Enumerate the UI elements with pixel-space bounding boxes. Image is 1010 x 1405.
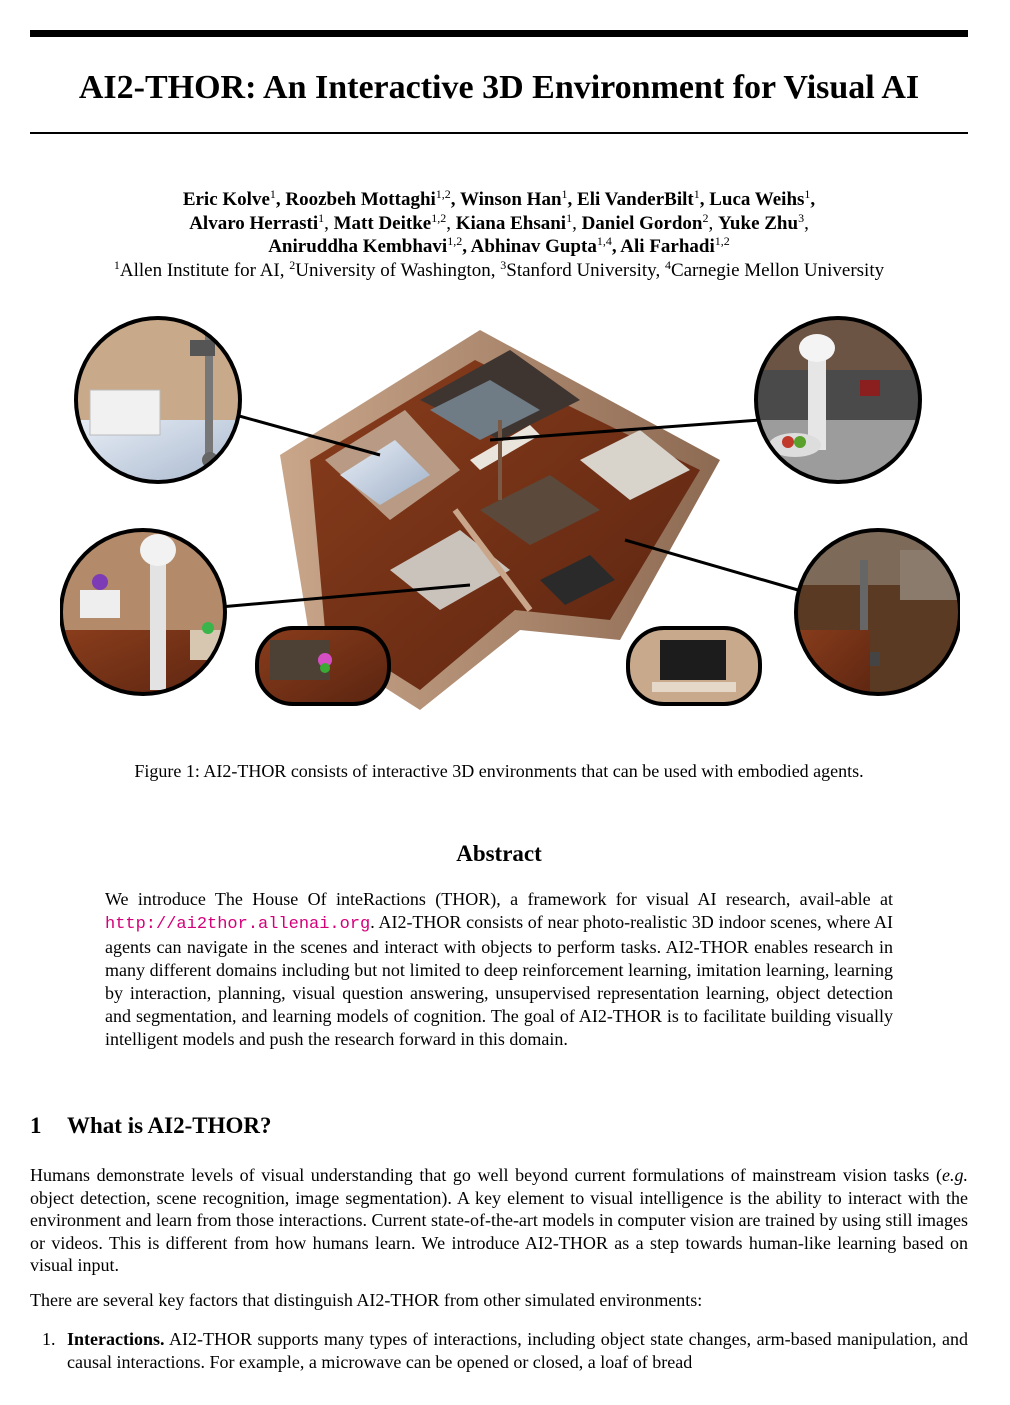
author-sep: , — [611, 236, 621, 257]
kitchen-robot-view — [750, 310, 930, 490]
author-line-3 — [40, 235, 958, 259]
author-aff: 1 — [318, 210, 325, 225]
author-aff: 1,2 — [714, 234, 730, 248]
affiliation-num: 4 — [664, 257, 671, 272]
affiliation-name: Carnegie Mellon University — [670, 259, 885, 281]
author-name: Abhinav Gupta — [470, 236, 597, 257]
author-aff: 1 — [561, 187, 568, 201]
author-aff: 1 — [693, 187, 700, 201]
author-name: Daniel Gordon — [581, 212, 703, 234]
section-title: What is AI2-THOR? — [67, 1113, 272, 1138]
author-name: Aniruddha Kembhavi — [268, 236, 448, 257]
paragraph-text: object detection, scene recognition, image segmentation). A key element to visual intelligence is the ability to interact with the environment and learn from those interactions. Current state-of-the-art models in computer vision are trained by using still images or videos. This is different from how humans learn. We introduce AI2-THOR as a step towards human-like learning based on visual input. — [30, 1187, 968, 1275]
author-name: Luca Weihs — [709, 189, 805, 210]
author-sep: , — [810, 189, 816, 210]
affiliations-line: $^1$Allen Institute for AI, $^2$University of Washington, $^3$Stanford University, $^4$Carnegie Mellon University — [113, 257, 885, 281]
tv-closeup-view — [628, 628, 760, 704]
author-name: Eli VanderBilt — [577, 189, 694, 210]
author-sep: , — [462, 236, 471, 257]
author-aff: 1,2 — [447, 234, 463, 248]
project-link[interactable]: http://ai2thor.allenai.org — [105, 915, 371, 934]
abstract-text: . AI2-THOR consists of near photo-realistic 3D indoor scenes, where AI agents can navigate in the scenes and interact with objects to perform tasks. AI2-THOR enables research in many different domains including but not limited to deep reinforcement learning, imitation learning, learning by interaction, planning, visual question answering, unsupervised representation learning, object detection and segmentation, and learning models of cognition. The goal of AI2-THOR is to facilitate building visually intelligent models and push the research forward in this domain. — [105, 912, 893, 1049]
author-aff: 1 — [269, 187, 276, 201]
intro-paragraph — [30, 1164, 968, 1277]
author-line-1 — [40, 188, 958, 212]
author-aff: 2 — [702, 210, 709, 225]
affiliation-num: 3 — [500, 257, 507, 272]
figure-caption: Figure 1: AI2-THOR consists of interactive 3D environments that can be used with embodied agents. — [134, 761, 864, 781]
affiliation-num: 2 — [289, 257, 296, 272]
factors-paragraph: There are several key factors that distinguish AI2-THOR from other simulated environments: — [30, 1290, 703, 1310]
author-name: Kiana Ehsani — [455, 212, 567, 234]
author-sep: , — [567, 189, 578, 210]
author-aff: 1 — [804, 187, 811, 201]
affiliation-name: Stanford University — [506, 259, 656, 281]
list-item-lead: Interactions. — [67, 1329, 165, 1349]
author-sep: , — [699, 189, 710, 210]
author-name: Matt Deitke — [333, 212, 432, 234]
author-aff: 1,2 — [435, 187, 451, 201]
paragraph-text: e.g. — [942, 1165, 968, 1185]
title-rule — [30, 132, 968, 134]
author-aff: 3 — [798, 210, 805, 225]
abstract-heading: Abstract — [456, 841, 542, 866]
paragraph-text: Humans demonstrate levels of visual understanding that go well beyond current formulations of mainstream vision tasks ( — [30, 1165, 942, 1185]
list-item-body — [67, 1328, 968, 1373]
list-item — [30, 1328, 968, 1373]
author-line-2 — [40, 212, 958, 236]
author-name: Winson Han — [459, 189, 562, 210]
author-aff: 1,2 — [431, 210, 447, 225]
section-heading — [30, 1112, 271, 1140]
top-rule — [30, 30, 968, 37]
list-item-number: 1. — [42, 1329, 56, 1349]
abstract-text: We introduce The House Of inteRactions (THOR), a framework for visual AI research, avail-able at — [105, 889, 893, 909]
author-name: Eric Kolve — [182, 189, 270, 210]
bathroom-robot-view — [70, 310, 250, 500]
author-aff: 1 — [566, 210, 573, 225]
author-name: Ali Farhadi — [620, 236, 715, 257]
list-item-text: AI2-THOR supports many types of interactions, including object state changes, arm-based manipulation, and causal interactions. For example, a microwave can be opened or closed, a loaf of bread — [67, 1329, 968, 1372]
paper-title: AI2-THOR: An Interactive 3D Environment for Visual AI — [78, 69, 920, 106]
author-name: Alvaro Herrasti — [189, 212, 319, 234]
author-name: Roozbeh Mottaghi — [285, 189, 436, 210]
author-sep: , — [572, 212, 582, 234]
affiliation-name: University of Washington — [295, 259, 491, 281]
author-sep: , — [324, 212, 334, 234]
section-number: 1 — [30, 1113, 42, 1138]
author-block — [40, 188, 958, 282]
affiliation-name: Allen Institute for AI — [119, 259, 280, 281]
author-sep: , — [804, 212, 809, 234]
figure-1-image — [60, 310, 960, 715]
author-aff: 1,4 — [596, 234, 612, 248]
author-sep: , — [446, 212, 456, 234]
author-name: Yuke Zhu — [717, 212, 799, 234]
chair-closeup-view — [257, 628, 389, 704]
author-sep: , — [450, 189, 460, 210]
abstract-body — [105, 888, 893, 1051]
factors-list — [30, 1328, 968, 1373]
author-sep: , — [275, 189, 286, 210]
author-sep: , — [708, 212, 718, 234]
affiliation-num: 1 — [113, 257, 120, 272]
